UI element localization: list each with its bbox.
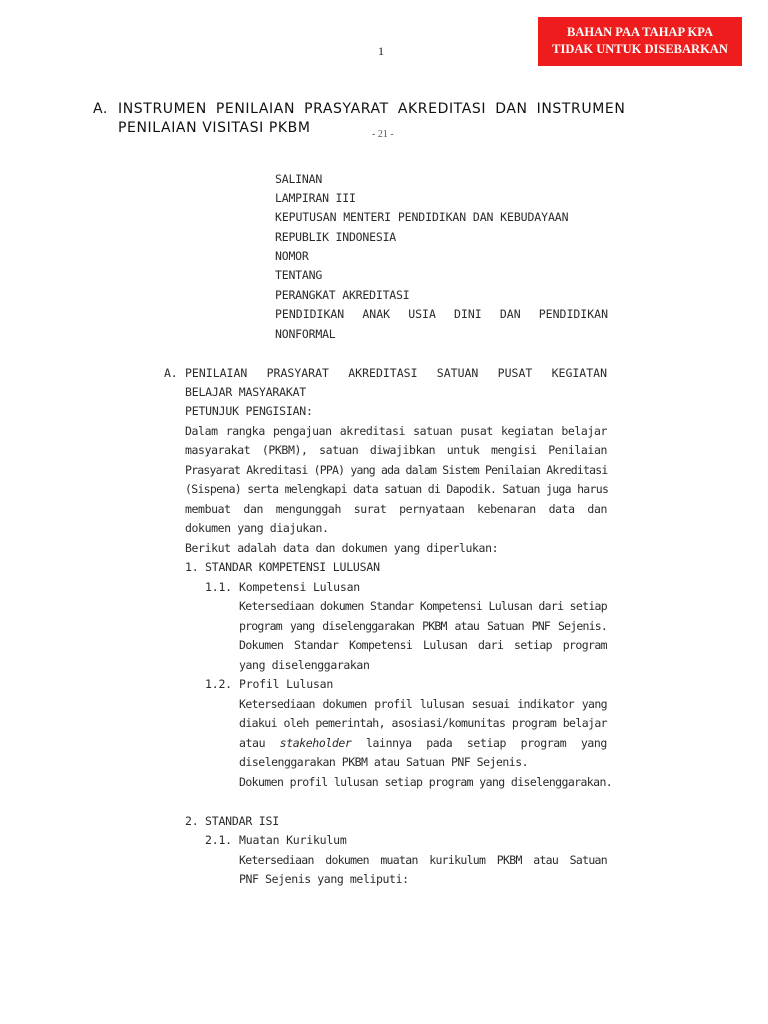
lampiran-label: LAMPIRAN III [275, 191, 356, 205]
berikut-line: Berikut adalah data dan dokumen yang diperlukan: [185, 541, 499, 555]
nomor-label: NOMOR [275, 249, 309, 263]
salinan-label: SALINAN [275, 172, 323, 186]
standar-1-number: 1. [185, 560, 199, 574]
perangkat-label: PERANGKAT AKREDITASI [275, 288, 410, 302]
paragraph-last-line: dokumen yang diajukan. [185, 521, 329, 535]
section-a-title-line-1: PENILAIAN PRASYARAT AKREDITASI SATUAN PUSAT KEGIATAN [185, 366, 607, 380]
word: setiap [466, 736, 507, 750]
word: pada [426, 736, 453, 750]
item-2-1-line: PNF Sejenis yang meliputi: [239, 872, 409, 886]
word: atau [239, 736, 266, 750]
section-a-number: A. [164, 366, 178, 380]
tentang-label: TENTANG [275, 268, 323, 282]
paragraph-line: Prasyarat Akreditasi (PPA) yang ada dalam Sistem Penilaian Akreditasi [185, 463, 608, 477]
petunjuk-pengisian: PETUNJUK PENGISIAN: [185, 404, 313, 418]
word: yang [580, 736, 607, 750]
republik-label: REPUBLIK INDONESIA [275, 230, 397, 244]
item-2-1-line: Ketersediaan dokumen muatan kurikulum PKBM atau Satuan [239, 853, 607, 867]
item-1-1-line: program yang diselenggarakan PKBM atau Satuan PNF Sejenis. [239, 619, 607, 633]
keputusan-label: KEPUTUSAN MENTERI PENDIDIKAN DAN KEBUDAYAAN [275, 210, 569, 224]
paragraph-line: membuat dan mengunggah surat pernyataan kebenaran data dan [185, 502, 607, 516]
stamp-line-1: BAHAN PAA TAHAP KPA [567, 25, 713, 39]
item-1-1-line: Ketersediaan dokumen Standar Kompetensi Lulusan dari setiap [239, 599, 607, 613]
item-1-1-number: 1.1. [205, 580, 232, 594]
standar-2-number: 2. [185, 814, 199, 828]
heading-number: A. [93, 101, 108, 117]
paragraph-line: Dalam rangka pengajuan akreditasi satuan pusat kegiatan belajar [185, 424, 607, 438]
paragraph-line: masyarakat (PKBM), satuan diwajibkan untuk mengisi Penilaian [185, 443, 607, 457]
item-2-1-number: 2.1. [205, 833, 232, 847]
distribution-stamp [538, 17, 742, 66]
word: program [520, 736, 567, 750]
item-1-2-title: Profil Lulusan [239, 677, 334, 691]
paragraph-line: (Sispena) serta melengkapi data satuan di Dapodik. Satuan juga harus [185, 482, 609, 496]
item-1-2-line: diselenggarakan PKBM atau Satuan PNF Sejenis. [239, 755, 529, 769]
standar-2-title: STANDAR ISI [205, 814, 279, 828]
standar-1-title: STANDAR KOMPETENSI LULUSAN [205, 560, 380, 574]
item-1-2-line-3 [239, 736, 607, 750]
item-1-2-number: 1.2. [205, 677, 232, 691]
item-1-2-line: diakui oleh pemerintah, asosiasi/komunitas program belajar [239, 716, 607, 730]
item-1-1-title: Kompetensi Lulusan [239, 580, 361, 594]
item-1-1-line: Dokumen Standar Kompetensi Lulusan dari setiap program [239, 638, 607, 652]
item-1-2-line: Ketersediaan dokumen profil lulusan sesuai indikator yang [239, 697, 607, 711]
nonformal-label: NONFORMAL [275, 327, 336, 341]
stamp-line-2: TIDAK UNTUK DISEBARKAN [552, 42, 728, 56]
section-a-title-line-2: BELAJAR MASYARAKAT [185, 385, 307, 399]
word: lainnya [366, 736, 412, 750]
heading-line-1: INSTRUMEN PENILAIAN PRASYARAT AKREDITASI DAN INSTRUMEN [118, 101, 626, 117]
page-number: 1 [378, 44, 384, 58]
pendidikan-label: PENDIDIKAN ANAK USIA DINI DAN PENDIDIKAN [275, 307, 608, 321]
item-1-2-line: Dokumen profil lulusan setiap program yang diselenggarakan. [239, 775, 613, 789]
heading-line-2: PENILAIAN VISITASI PKBM [118, 120, 311, 136]
word-stakeholder: stakeholder [279, 736, 352, 750]
item-1-1-line: yang diselenggarakan [239, 658, 370, 672]
item-2-1-title: Muatan Kurikulum [239, 833, 347, 847]
document-page-marker: - 21 - [372, 129, 394, 140]
